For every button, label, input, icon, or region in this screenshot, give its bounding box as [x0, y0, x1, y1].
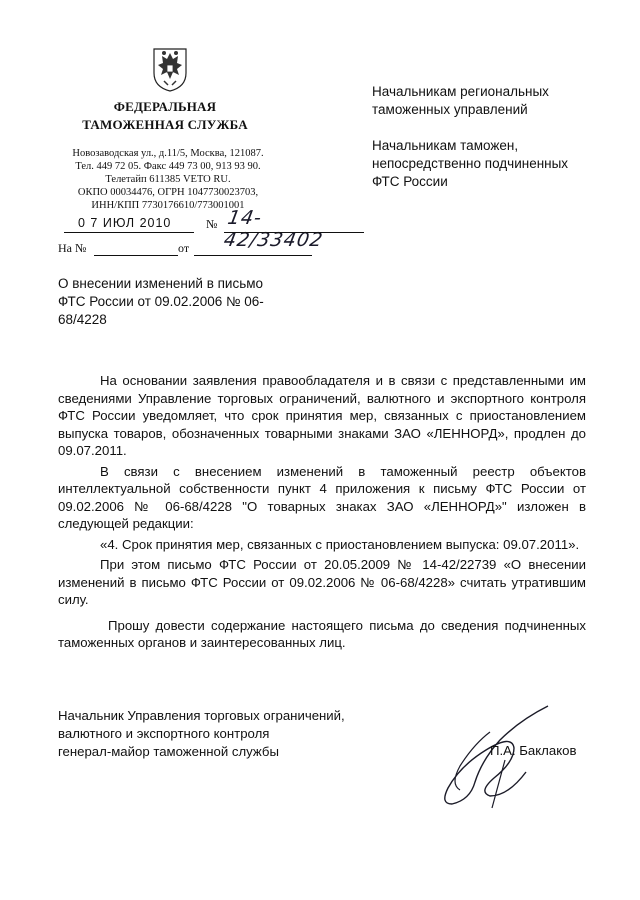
org-name-line2: ТАМОЖЕННАЯ СЛУЖБА: [82, 117, 248, 132]
body-paragraph: Прошу довести содержание настоящего письма до сведения подчиненных таможенных органов и заинтересованных лиц.: [58, 617, 586, 650]
number-sign: №: [206, 217, 218, 231]
body-paragraph: В связи с внесением изменений в таможенный реестр объектов интеллектуальной собственности пункт 4 приложения к письму ФТС России от 09.02.2006 № 06-68/4228 "О товарных знаках ЗАО «ЛЕННОРД»" изложен в следующей редакции:: [58, 463, 586, 531]
recipients-block: [372, 83, 612, 209]
letter-subject: [58, 275, 288, 329]
ref-date-label: от: [178, 241, 190, 255]
signer-title-line: валютного и экспортного контроля: [58, 726, 270, 741]
recipient-line: Начальникам региональных: [372, 84, 549, 99]
coat-of-arms-emblem: [150, 43, 190, 93]
recipient-group-customs: [372, 137, 612, 191]
org-name-line1: ФЕДЕРАЛЬНАЯ: [113, 99, 217, 114]
recipient-line: Начальникам таможен,: [372, 138, 519, 153]
signer-title-line: Начальник Управления торговых ограничений,: [58, 708, 345, 723]
recipient-group-regional: [372, 83, 612, 119]
subject-line: ФТС России от 09.02.2006 № 06-: [58, 294, 264, 309]
subject-line: О внесении изменений в письмо: [58, 276, 264, 291]
ref-number-blank: [94, 255, 178, 256]
handwritten-reg-number: 14-42/33402: [222, 207, 326, 251]
recipient-line: непосредственно подчиненных: [372, 156, 569, 171]
body-paragraph: На основании заявления правообладателя и в связи с представленными им сведениями Управление торговых ограничений, валютного и экспортного контроля ФТС России уведомляет, что срок принятия мер, связанных с приостановлением выпуска товаров, обозначенных товарными знаками ЗАО «ЛЕННОРД», продлен до 09.07.2011.: [58, 373, 586, 458]
address-line: Тел. 449 72 05. Факс 449 73 00, 913 93 90.: [75, 161, 261, 172]
date-underline: [64, 232, 194, 233]
address-line: Телетайп 611385 VETO RU.: [105, 174, 231, 185]
signer-name: П.А. Баклаков: [490, 743, 577, 758]
letter-body: [58, 372, 586, 655]
ref-number-label: На №: [58, 241, 87, 255]
reference-line: [58, 241, 328, 259]
body-paragraph: При этом письмо ФТС России от 20.05.2009 № 14-42/22739 «О внесении изменений в письмо ФТС России от 09.02.2006 № 06-68/4228» считать утратившим силу.: [58, 557, 586, 607]
ref-date-blank: [194, 255, 312, 256]
date-stamp: 0 7 ИЮЛ 2010: [78, 216, 172, 230]
recipient-line: ФТС России: [372, 174, 448, 189]
recipient-line: таможенных управлений: [372, 102, 528, 117]
signer-title-block: [58, 707, 378, 761]
address-line: ИНН/КПП 7730176610/773001001: [91, 200, 245, 211]
body-paragraph-quote: «4. Срок принятия мер, связанных с приостановлением выпуска: 09.07.2011».: [100, 536, 580, 552]
number-underline: [224, 232, 364, 233]
address-line: Новозаводская ул., д.11/5, Москва, 121087.: [72, 148, 264, 159]
address-line: ОКПО 00034476, ОГРН 1047730023703,: [77, 187, 259, 198]
org-address-block: [58, 147, 278, 212]
signer-title-line: генерал-майор таможенной службы: [58, 744, 279, 759]
subject-line: 68/4228: [58, 312, 107, 327]
